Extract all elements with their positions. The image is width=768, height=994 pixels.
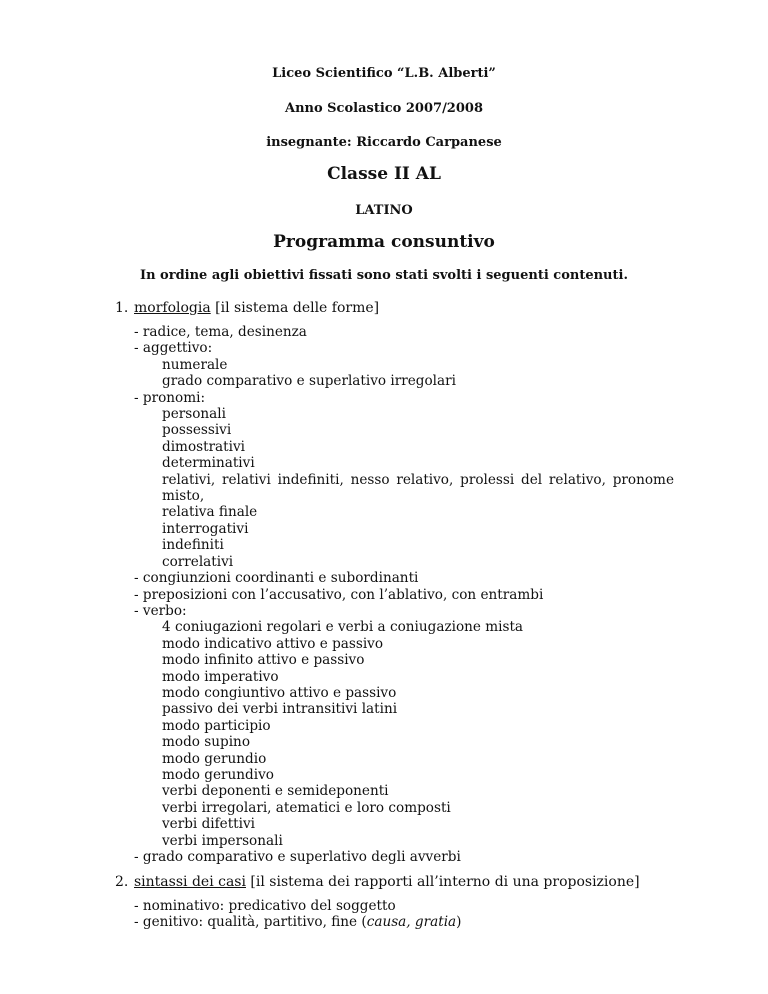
section-title-main: sintassi dei casi	[134, 874, 246, 890]
list-item: indefiniti	[162, 537, 224, 554]
class-title: Classe II AL	[327, 164, 441, 184]
list-item: determinativi	[162, 455, 255, 472]
section-title-note: [il sistema delle forme]	[210, 300, 380, 316]
list-item: modo congiuntivo attivo e passivo	[162, 684, 397, 701]
list-item	[134, 914, 674, 930]
section-number: 1.	[115, 300, 129, 316]
section-title-note: [il sistema dei rapporti all’interno di una proposizione]	[245, 874, 640, 890]
list-item: interrogativi	[162, 520, 249, 537]
list-item: modo indicativo attivo e passivo	[162, 635, 384, 652]
list-item: numerale	[162, 356, 228, 373]
section-title	[134, 874, 640, 890]
teacher-name: insegnante: Riccardo Carpanese	[266, 135, 502, 150]
list-item: modo gerundivo	[162, 766, 274, 783]
list-item: modo supino	[162, 734, 251, 751]
list-item: - pronomi:	[134, 389, 206, 406]
school-year: Anno Scolastico 2007/2008	[284, 101, 483, 116]
list-item: possessivi	[162, 422, 232, 439]
intro-text: In ordine agli obiettivi fissati sono stati svolti i seguenti contenuti.	[140, 268, 628, 283]
list-item: modo infinito attivo e passivo	[162, 652, 365, 669]
list-item: - radice, tema, desinenza	[134, 324, 307, 340]
list-item: relativi, relativi indefiniti, nesso relativo, prolessi del relativo, pronome misto,	[162, 471, 674, 505]
list-item-text: )	[456, 914, 462, 931]
list-item: 4 coniugazioni regolari e verbi a coniugazione mista	[162, 619, 524, 636]
list-item: relativa finale	[162, 504, 258, 521]
list-item: - aggettivo:	[134, 340, 213, 357]
list-item: verbi impersonali	[162, 832, 283, 849]
section-title	[134, 300, 379, 316]
list-item: - congiunzioni coordinanti e subordinanti	[134, 570, 419, 587]
list-item: verbi difettivi	[162, 816, 256, 833]
section-number: 2.	[115, 874, 129, 890]
list-item: modo gerundio	[162, 750, 267, 767]
list-item: modo imperativo	[162, 668, 279, 685]
list-item-italic: causa, gratia	[366, 914, 457, 931]
program-title: Programma consuntivo	[273, 232, 495, 252]
section-list	[134, 324, 674, 865]
list-item: grado comparativo e superlativo irregolari	[162, 373, 456, 390]
school-name: Liceo Scientifico “L.B. Alberti”	[272, 66, 496, 81]
section-title-main: morfologia	[134, 300, 211, 316]
list-item: personali	[162, 406, 226, 423]
section-list	[134, 898, 674, 931]
list-item-text: - genitivo: qualità, partitivo, fine (	[134, 914, 367, 931]
list-item: modo participio	[162, 717, 271, 734]
list-item: verbi deponenti e semideponenti	[162, 783, 389, 800]
list-item: - nominativo: predicativo del soggetto	[134, 898, 396, 914]
list-item: verbi irregolari, atematici e loro composti	[162, 799, 451, 816]
list-item: correlativi	[162, 553, 234, 570]
list-item: - verbo:	[134, 602, 187, 619]
list-item: - preposizioni con l’accusativo, con l’ablativo, con entrambi	[134, 586, 544, 603]
list-item: - grado comparativo e superlativo degli avverbi	[134, 849, 461, 865]
list-item: dimostrativi	[162, 438, 246, 455]
subject-title: LATINO	[355, 203, 413, 218]
list-item: passivo dei verbi intransitivi latini	[162, 701, 398, 718]
